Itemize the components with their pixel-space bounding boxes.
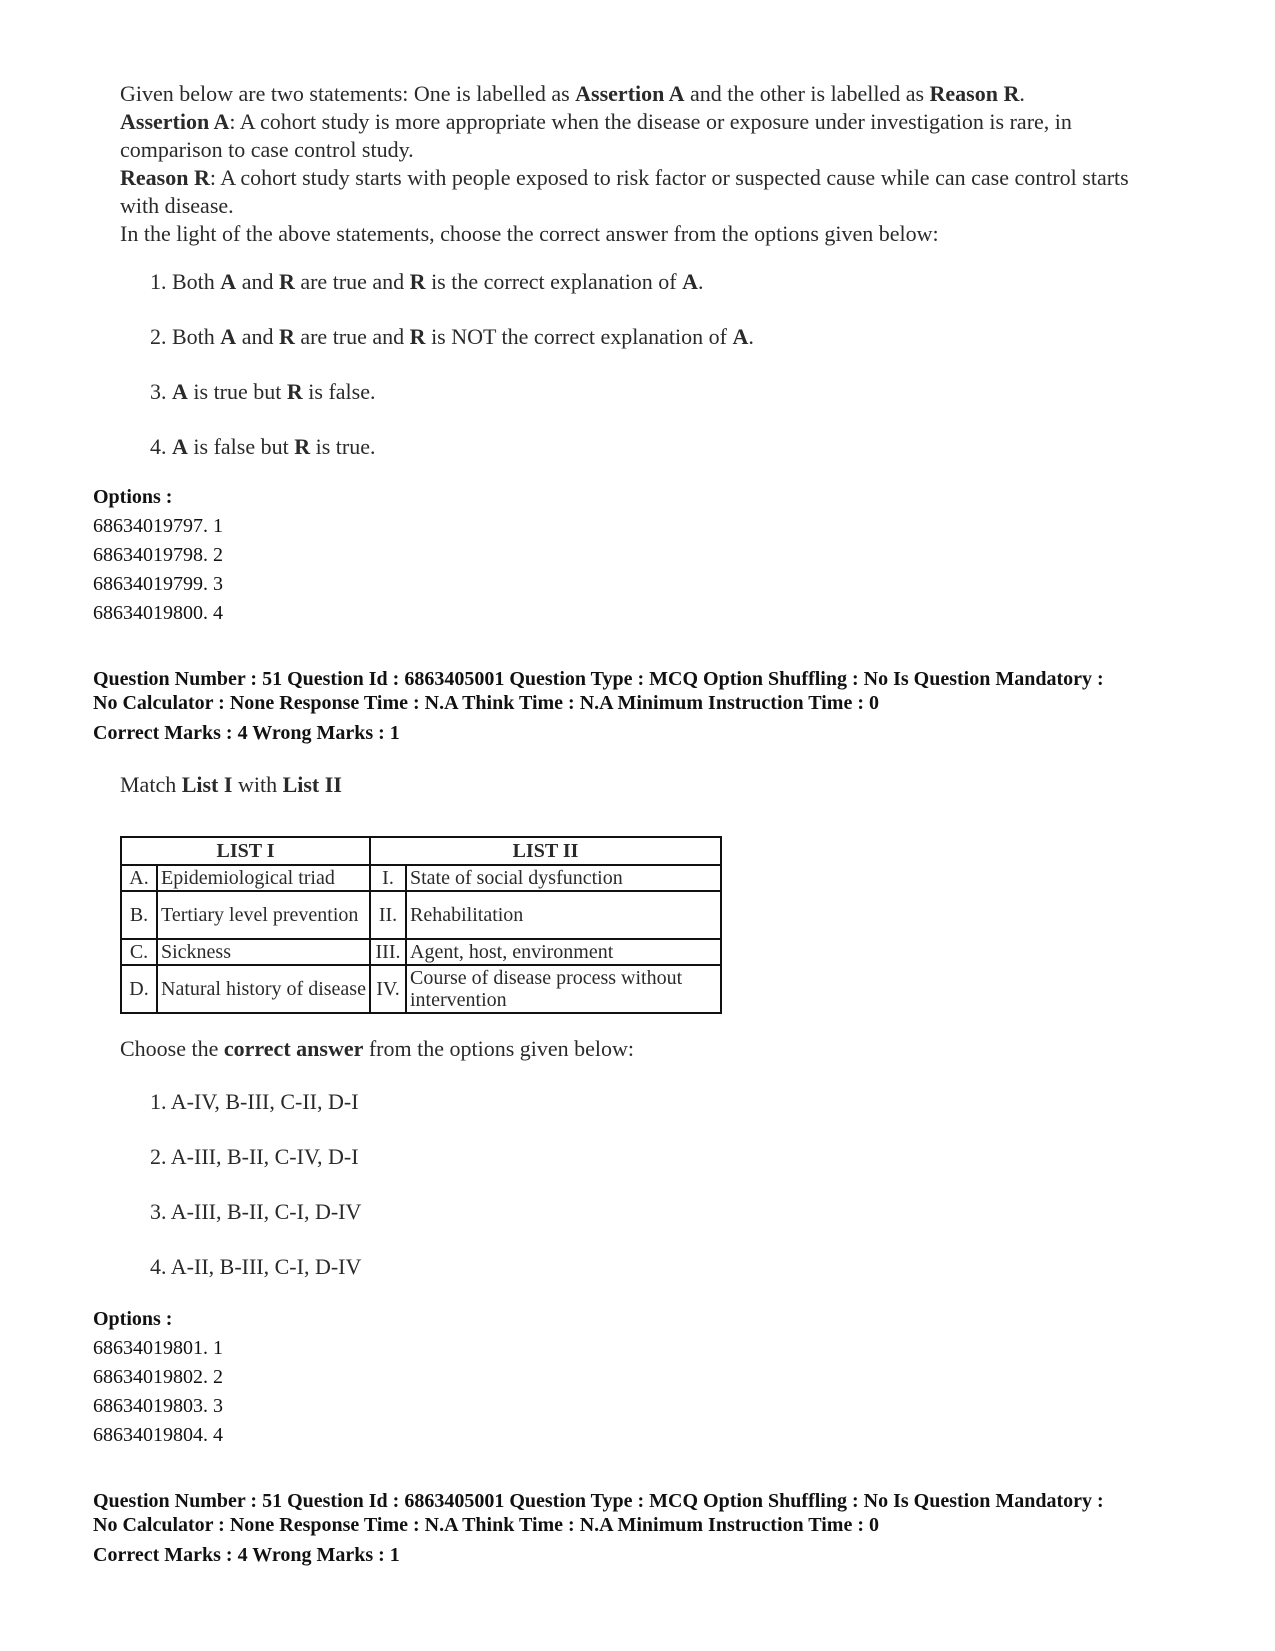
reason-line [120, 164, 1170, 220]
choice-item: 1. A-IV, B-III, C-II, D-I [150, 1089, 359, 1114]
list1-bold: List I [181, 772, 233, 797]
text-segment: is true but [187, 379, 287, 404]
choose-suffix: from the options given below: [363, 1036, 635, 1061]
choose-bold: correct answer [223, 1036, 364, 1061]
table-row [121, 939, 721, 965]
bold-segment: R [278, 269, 295, 294]
option-ids-list [93, 512, 223, 628]
assertion-text: : A cohort study is more appropriate when the disease or exposure under investigation is rare, in comparison to case control study. [120, 109, 1072, 162]
list2-bold: List II [282, 772, 342, 797]
question-51-meta [93, 667, 1213, 745]
text-segment: are true and [294, 269, 410, 294]
question-50-choices [150, 268, 754, 488]
meta-line-2: No Calculator : None Response Time : N.A Think Time : N.A Minimum Instruction Time : 0 [93, 692, 879, 714]
options-label: Options : [93, 486, 173, 508]
table-header-list2: LIST II [370, 837, 721, 865]
text-segment: is false but [187, 434, 295, 459]
choose-instruction [120, 1036, 634, 1062]
row-label-left: A. [121, 865, 157, 891]
option-id: 68634019798. 2 [93, 544, 223, 566]
bold-segment: A [220, 324, 237, 349]
bold-segment: R [278, 324, 295, 349]
table-row [121, 865, 721, 891]
choose-prefix: Choose the [120, 1036, 224, 1061]
text-segment: 3. [150, 379, 172, 404]
text-segment: is NOT the correct explanation of [425, 324, 733, 349]
option-id: 68634019803. 3 [93, 1395, 223, 1417]
options-label: Options : [93, 1308, 173, 1330]
choice-item [150, 268, 754, 323]
bold-segment: A [172, 379, 188, 404]
row-label-right: IV. [370, 965, 406, 1013]
table-row [121, 965, 721, 1013]
choice-item [150, 378, 754, 433]
meta-line-1: Question Number : 51 Question Id : 6863405001 Question Type : MCQ Option Shuffling : No Is Question Mandatory : [93, 1490, 1104, 1512]
intro-mid: and the other is labelled as [684, 81, 930, 106]
question-51-choices [150, 1088, 361, 1308]
row-left-text: Tertiary level prevention [157, 891, 370, 939]
row-label-left: C. [121, 939, 157, 965]
row-right-text: State of social dysfunction [406, 865, 721, 891]
row-left-text: Natural history of disease [157, 965, 370, 1013]
assertion-bold: Assertion A [575, 81, 685, 106]
intro-end: . [1019, 81, 1025, 106]
row-label-right: II. [370, 891, 406, 939]
bold-segment: A [220, 269, 237, 294]
option-id: 68634019802. 2 [93, 1366, 223, 1388]
question-52-meta [93, 1489, 1213, 1567]
row-label-left: D. [121, 965, 157, 1013]
choice-item: 2. A-III, B-II, C-IV, D-I [150, 1144, 359, 1169]
row-label-right: I. [370, 865, 406, 891]
row-right-text: Rehabilitation [406, 891, 721, 939]
table-header-list1: LIST I [121, 837, 370, 865]
bold-segment: R [294, 434, 311, 459]
choice-item: 3. A-III, B-II, C-I, D-IV [150, 1199, 362, 1224]
marks-line: Correct Marks : 4 Wrong Marks : 1 [93, 1544, 400, 1566]
meta-line-1: Question Number : 51 Question Id : 6863405001 Question Type : MCQ Option Shuffling : No Is Question Mandatory : [93, 668, 1104, 690]
meta-line-2: No Calculator : None Response Time : N.A Think Time : N.A Minimum Instruction Time : 0 [93, 1514, 879, 1536]
match-with: with [232, 772, 283, 797]
text-segment: 1. Both [150, 269, 221, 294]
bold-segment: A [172, 434, 188, 459]
reason-text: : A cohort study starts with people exposed to risk factor or suspected cause while can case control starts with disease. [120, 165, 1129, 218]
option-id: 68634019797. 1 [93, 515, 223, 537]
intro-line [120, 80, 1170, 108]
text-segment: is the correct explanation of [425, 269, 683, 294]
text-segment: and [236, 324, 279, 349]
choice-item: 4. A-II, B-III, C-I, D-IV [150, 1254, 362, 1279]
bold-segment: A [732, 324, 749, 349]
match-table [120, 836, 722, 1014]
option-id: 68634019799. 3 [93, 573, 223, 595]
text-segment: is false. [302, 379, 376, 404]
row-left-text: Epidemiological triad [157, 865, 370, 891]
row-left-text: Sickness [157, 939, 370, 965]
option-ids-list [93, 1334, 223, 1450]
text-segment: . [748, 324, 754, 349]
row-right-text: Course of disease process without intervention [406, 965, 721, 1013]
row-right-text: Agent, host, environment [406, 939, 721, 965]
text-segment: . [698, 269, 704, 294]
bold-segment: A [682, 269, 699, 294]
choice-item [150, 323, 754, 378]
row-label-left: B. [121, 891, 157, 939]
option-id: 68634019804. 4 [93, 1424, 223, 1446]
text-segment: are true and [294, 324, 410, 349]
reason-label: Reason R [120, 165, 210, 190]
text-segment: 4. [150, 434, 172, 459]
text-segment: is true. [310, 434, 376, 459]
table-row [121, 891, 721, 939]
option-id: 68634019801. 1 [93, 1337, 223, 1359]
option-id: 68634019800. 4 [93, 602, 223, 624]
reason-bold: Reason R [929, 81, 1020, 106]
bold-segment: R [409, 269, 426, 294]
match-title [120, 772, 342, 798]
assertion-label: Assertion A [120, 109, 230, 134]
assertion-line [120, 108, 1170, 164]
choice-item [150, 433, 754, 488]
row-label-right: III. [370, 939, 406, 965]
bold-segment: R [286, 379, 303, 404]
question-50-statement [120, 80, 1170, 248]
match-prefix: Match [120, 772, 182, 797]
text-segment: and [236, 269, 279, 294]
intro-prefix: Given below are two statements: One is labelled as [120, 81, 576, 106]
table-header-row [121, 837, 721, 865]
bold-segment: R [409, 324, 426, 349]
text-segment: 2. Both [150, 324, 221, 349]
instruction-line: In the light of the above statements, choose the correct answer from the options given below: [120, 221, 939, 246]
marks-line: Correct Marks : 4 Wrong Marks : 1 [93, 722, 400, 744]
